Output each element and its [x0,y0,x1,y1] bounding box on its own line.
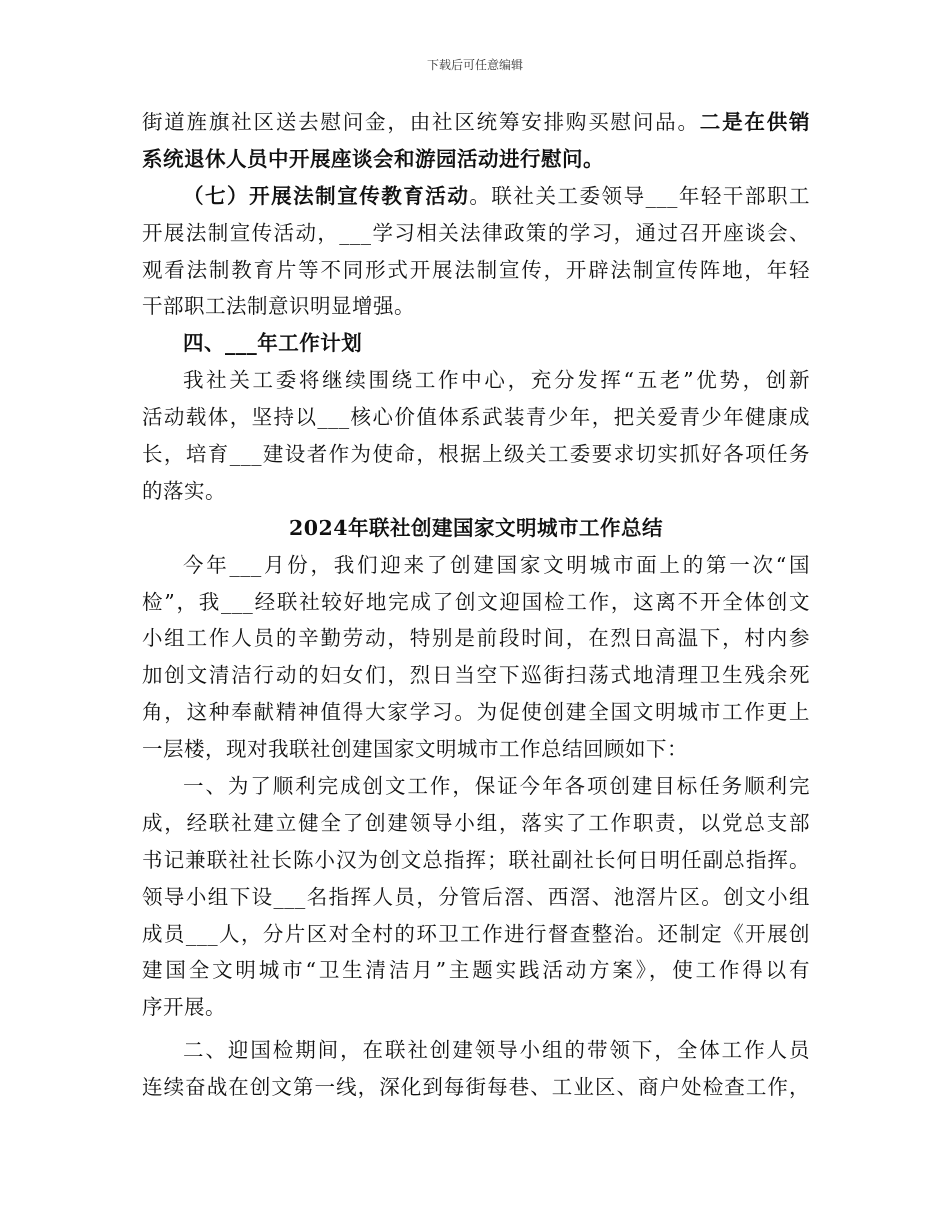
text-line [142,952,810,989]
text-line [142,362,810,399]
body-text: 领导小组下设___名指挥人员，分管后滘、西滘、池滘片区。创文小组 [142,884,810,909]
body-text: 小组工作人员的辛勤劳动，特别是前段时间，在烈日高温下，村内参 [142,626,810,651]
text-line [142,288,810,325]
page-header: 下载后可任意编辑 [426,58,523,72]
text-line [142,547,810,584]
text-line [142,252,810,289]
body-text: 建国全文明城市“卫生清洁月”主题实践活动方案》，使工作得以有 [142,958,810,983]
bold-text: 2024年联社创建国家文明城市工作总结 [288,515,664,540]
body-text: 书记兼联社社长陈小汉为创文总指挥；联社副社长何日明任副总指挥。 [142,847,810,872]
body-text: 长，培育___建设者作为使命，根据上级关工委要求切实抓好各项任务 [142,442,810,467]
text-line [142,436,810,473]
text-line [142,104,810,141]
body-text: 连续奋战在创文第一线，深化到每街每巷、工业区、商户处检查工作， [142,1075,810,1100]
bold-text: 系统退休人员中开展座谈会和游园活动进行慰问。 [142,146,604,171]
text-line [142,768,810,805]
text-line [142,178,810,215]
text-line [142,215,810,252]
bold-text: （七）开展法制宣传教育活动 [183,183,470,208]
text-line [142,842,810,879]
body-text: 干部职工法制意识明显增强。 [142,294,415,319]
text-line [142,1069,810,1106]
text-line [142,657,810,694]
text-line [142,805,810,842]
text-line [142,694,810,731]
body-text: 成员___人，分片区对全村的环卫工作进行督查整治。还制定《开展创 [142,921,810,946]
body-text: 二、迎国检期间，在联社创建领导小组的带领下，全体工作人员 [183,1038,810,1063]
body-text: 我社关工委将继续围绕工作中心，充分发挥“五老”优势，创新 [183,368,810,393]
text-line [142,916,810,953]
text-line [142,584,810,621]
bold-text: 二是在供销 [699,110,810,134]
body-text: 观看法制教育片等不同形式开展法制宣传，开辟法制宣传阵地，年轻 [142,257,810,282]
body-text: 活动载体，坚持以___核心价值体系武装青少年，把关爱青少年健康成 [142,405,810,430]
text-line [142,879,810,916]
text-line [142,620,810,657]
text-line [142,399,810,436]
body-text: 的落实。 [142,478,226,503]
text-line [142,989,810,1026]
text-line [142,141,810,178]
body-text: 成，经联社建立健全了创建领导小组，落实了工作职责，以党总支部 [142,810,810,835]
body-text: 一层楼，现对我联社创建国家文明城市工作总结回顾如下： [142,737,688,762]
bold-text: 四、___年工作计划 [183,331,363,356]
text-line [142,325,810,362]
body-text: 序开展。 [142,995,226,1020]
body-text: 加创文清洁行动的妇女们，烈日当空下巡街扫荡式地清理卫生残余死 [142,663,810,688]
body-text: 开展法制宣传活动，___学习相关法律政策的学习，通过召开座谈会、 [142,220,810,245]
document-body [142,104,810,1106]
text-line [142,1032,810,1069]
body-text: 一、为了顺利完成创文工作，保证今年各项创建目标任务顺利完 [183,774,810,799]
body-text: 今年___月份，我们迎来了创建国家文明城市面上的第一次“国 [183,552,810,577]
section-title [142,510,810,547]
body-text: 角，这种奉献精神值得大家学习。为促使创建全国文明城市工作更上 [142,700,810,725]
text-line [142,473,810,510]
body-text: 街道旌旗社区送去慰问金，由社区统筹安排购买慰问品。 [142,110,700,134]
body-text: 检”，我___经联社较好地完成了创文迎国检工作，这离不开全体创文 [142,589,810,614]
text-line [142,731,810,768]
body-text: 。联社关工委领导___年轻干部职工 [469,183,810,208]
